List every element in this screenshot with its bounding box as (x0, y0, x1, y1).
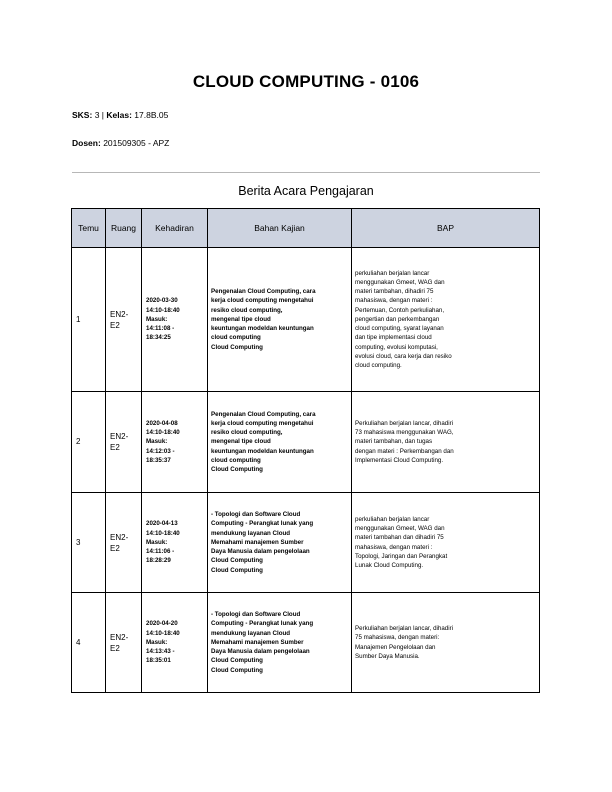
kehadiran-line: 2020-04-08 (146, 419, 178, 427)
kehadiran-line: 14:10-18:40 (146, 529, 180, 537)
ruang-line: E2 (110, 543, 120, 553)
table-header-row (72, 209, 540, 248)
cell-ruang (106, 248, 142, 392)
bahan-line: mendukung layanan Cloud (211, 529, 291, 537)
header-temu: Temu (72, 209, 106, 248)
kelas-label: Kelas: (106, 110, 132, 120)
bap-line: Topologi, Jaringan dan Perangkat (355, 552, 448, 560)
bap-line: mahasiswa, dengan materi : (355, 543, 433, 551)
sks-value: 3 (94, 110, 100, 120)
bap-line: perkuliahan berjalan lancar (355, 515, 430, 523)
kehadiran-line: 14:12:03 - (146, 447, 175, 455)
bahan-line: keuntungan modeldan keuntungan (211, 447, 314, 455)
bap-line: Perkuliahan berjalan lancar, dihadiri (355, 419, 454, 427)
bahan-line: Computing - Perangkat lunak yang (211, 620, 314, 628)
cell-bap (352, 593, 540, 693)
bap-line: menggunakan Gmeet, WAG dan (355, 525, 445, 533)
bap-line: cloud computing. (355, 361, 402, 369)
bap-line: materi tambahan dan dihadiri 75 (355, 534, 444, 542)
bahan-line: kerja cloud computing mengetahui (211, 297, 314, 305)
header-bahan-kajian: Bahan Kajian (208, 209, 352, 248)
cell-kehadiran (142, 392, 208, 493)
bap-line: pengertian dan perkembangan (355, 315, 440, 323)
kehadiran-line: 18:28:29 (146, 557, 171, 565)
kehadiran-line: 14:11:06 - (146, 548, 175, 556)
kehadiran-line: 18:35:01 (146, 657, 171, 665)
bap-line: Pertemuan, Contoh perkuliahan, (355, 306, 445, 314)
cell-bahan-kajian (208, 493, 352, 593)
bahan-line: Daya Manusia dalam pengelolaan (211, 648, 310, 656)
document-title: CLOUD COMPUTING - 0106 (192, 72, 420, 91)
cell-ruang (106, 593, 142, 693)
bap-line: Sumber Daya Manusia. (355, 652, 420, 660)
cell-bahan-kajian (208, 392, 352, 493)
kehadiran-line: Masuk: (146, 638, 168, 646)
bap-line: Manajemen Pengelolaan dan (355, 643, 436, 651)
kehadiran-line: 2020-03-30 (146, 297, 178, 305)
kehadiran-line: 2020-04-20 (146, 620, 178, 628)
header-kehadiran: Kehadiran (142, 209, 208, 248)
cell-kehadiran (142, 248, 208, 392)
kehadiran-line: 2020-04-13 (146, 520, 178, 528)
bahan-line: Pengenalan Cloud Computing, cara (211, 288, 316, 296)
cell-bap (352, 493, 540, 593)
kehadiran-line: 14:10-18:40 (146, 306, 180, 314)
bahan-line: Cloud Computing (211, 666, 263, 674)
bap-line: Perkuliahan berjalan lancar, dihadiri (355, 625, 454, 633)
bap-line: Implementasi Cloud Computing. (355, 456, 444, 464)
lecturer-line (72, 138, 169, 148)
kehadiran-line: 14:11:08 - (146, 325, 175, 333)
bahan-line: Cloud Computing (211, 566, 263, 574)
bahan-line: Pengenalan Cloud Computing, cara (211, 410, 316, 418)
cell-temu: 2 (72, 392, 106, 493)
meta-separator: | (101, 110, 105, 120)
bahan-line: cloud computing (211, 456, 261, 464)
header-bap: BAP (352, 209, 540, 248)
ruang-line: EN2- (110, 632, 129, 642)
section-divider (72, 172, 540, 173)
cell-bap (352, 248, 540, 392)
bap-line: materi tambahan, dihadiri 75 (355, 288, 434, 296)
bahan-line: keuntungan modeldan keuntungan (211, 325, 314, 333)
ruang-line: EN2- (110, 309, 129, 319)
table-row (72, 493, 540, 593)
table-row (72, 248, 540, 392)
bap-line: Lunak Cloud Computing. (355, 561, 424, 569)
cell-temu: 1 (72, 248, 106, 392)
table-row (72, 593, 540, 693)
cell-bap (352, 392, 540, 493)
bap-line: cloud computing, syarat layanan (355, 325, 444, 333)
bahan-line: Memahami manajemen Sumber (211, 638, 304, 646)
cell-bahan-kajian (208, 248, 352, 392)
bahan-line: Daya Manusia dalam pengelolaan (211, 548, 310, 556)
bap-line: mahasiswa, dengan materi : (355, 297, 433, 305)
kehadiran-line: 14:10-18:40 (146, 629, 180, 637)
cell-ruang (106, 493, 142, 593)
kehadiran-line: Masuk: (146, 538, 168, 546)
ruang-line: E2 (110, 643, 120, 653)
bahan-line: kerja cloud computing mengetahui (211, 419, 314, 427)
bahan-line: Computing - Perangkat lunak yang (211, 520, 314, 528)
bahan-line: mengenal tipe cloud (211, 438, 271, 446)
teaching-report-table (71, 208, 540, 693)
bap-line: materi tambahan, dan tugas (355, 438, 433, 446)
bap-line: evolusi cloud, cara kerja dan resiko (355, 352, 452, 360)
cell-temu: 4 (72, 593, 106, 693)
bap-line: perkuliahan berjalan lancar (355, 269, 430, 277)
table-row (72, 392, 540, 493)
bahan-line: Cloud Computing (211, 657, 263, 665)
bahan-line: mengenal tipe cloud (211, 315, 271, 323)
kehadiran-line: 18:35:37 (146, 456, 171, 464)
dosen-label: Dosen: (72, 138, 101, 148)
course-meta-line (72, 110, 168, 120)
kehadiran-line: 14:13:43 - (146, 648, 175, 656)
bahan-line: resiko cloud computing, (211, 306, 283, 314)
ruang-line: E2 (110, 443, 120, 452)
bap-line: 75 mahasiswa, dengan materi: (355, 634, 440, 642)
bahan-line: mendukung layanan Cloud (211, 629, 291, 637)
cell-kehadiran (142, 493, 208, 593)
bahan-line: Cloud Computing (211, 557, 263, 565)
ruang-line: E2 (110, 320, 120, 330)
kehadiran-line: Masuk: (146, 438, 168, 446)
bahan-line: - Topologi dan Software Cloud (211, 611, 301, 619)
cell-kehadiran (142, 593, 208, 693)
cell-ruang (106, 392, 142, 493)
dosen-value: 201509305 - APZ (103, 138, 170, 148)
bap-line: dengan materi : Perkembangan dan (355, 447, 454, 455)
header-ruang: Ruang (106, 209, 142, 248)
bahan-line: cloud computing (211, 334, 261, 342)
bahan-line: Cloud Computing (211, 343, 263, 351)
bahan-line: Memahami manajemen Sumber (211, 538, 304, 546)
bap-line: computing, evolusi komputasi, (355, 343, 438, 351)
bap-line: 73 mahasiswa menggunakan WAG, (355, 429, 454, 437)
cell-bahan-kajian (208, 593, 352, 693)
bap-line: menggunakan Gmeet, WAG dan (355, 279, 445, 287)
kehadiran-line: 14:10-18:40 (146, 429, 180, 437)
ruang-line: EN2- (110, 432, 129, 441)
cell-temu: 3 (72, 493, 106, 593)
bahan-line: - Topologi dan Software Cloud (211, 511, 301, 519)
section-title: Berita Acara Pengajaran (238, 184, 374, 198)
bap-line: dan tipe implementasi cloud (355, 334, 432, 342)
kelas-value: 17.8B.05 (134, 110, 169, 120)
kehadiran-line: Masuk: (146, 315, 168, 323)
sks-label: SKS: (72, 110, 93, 120)
ruang-line: EN2- (110, 532, 129, 542)
bahan-line: resiko cloud computing, (211, 429, 283, 437)
bahan-line: Cloud Computing (211, 466, 263, 473)
kehadiran-line: 18:34:25 (146, 334, 171, 342)
